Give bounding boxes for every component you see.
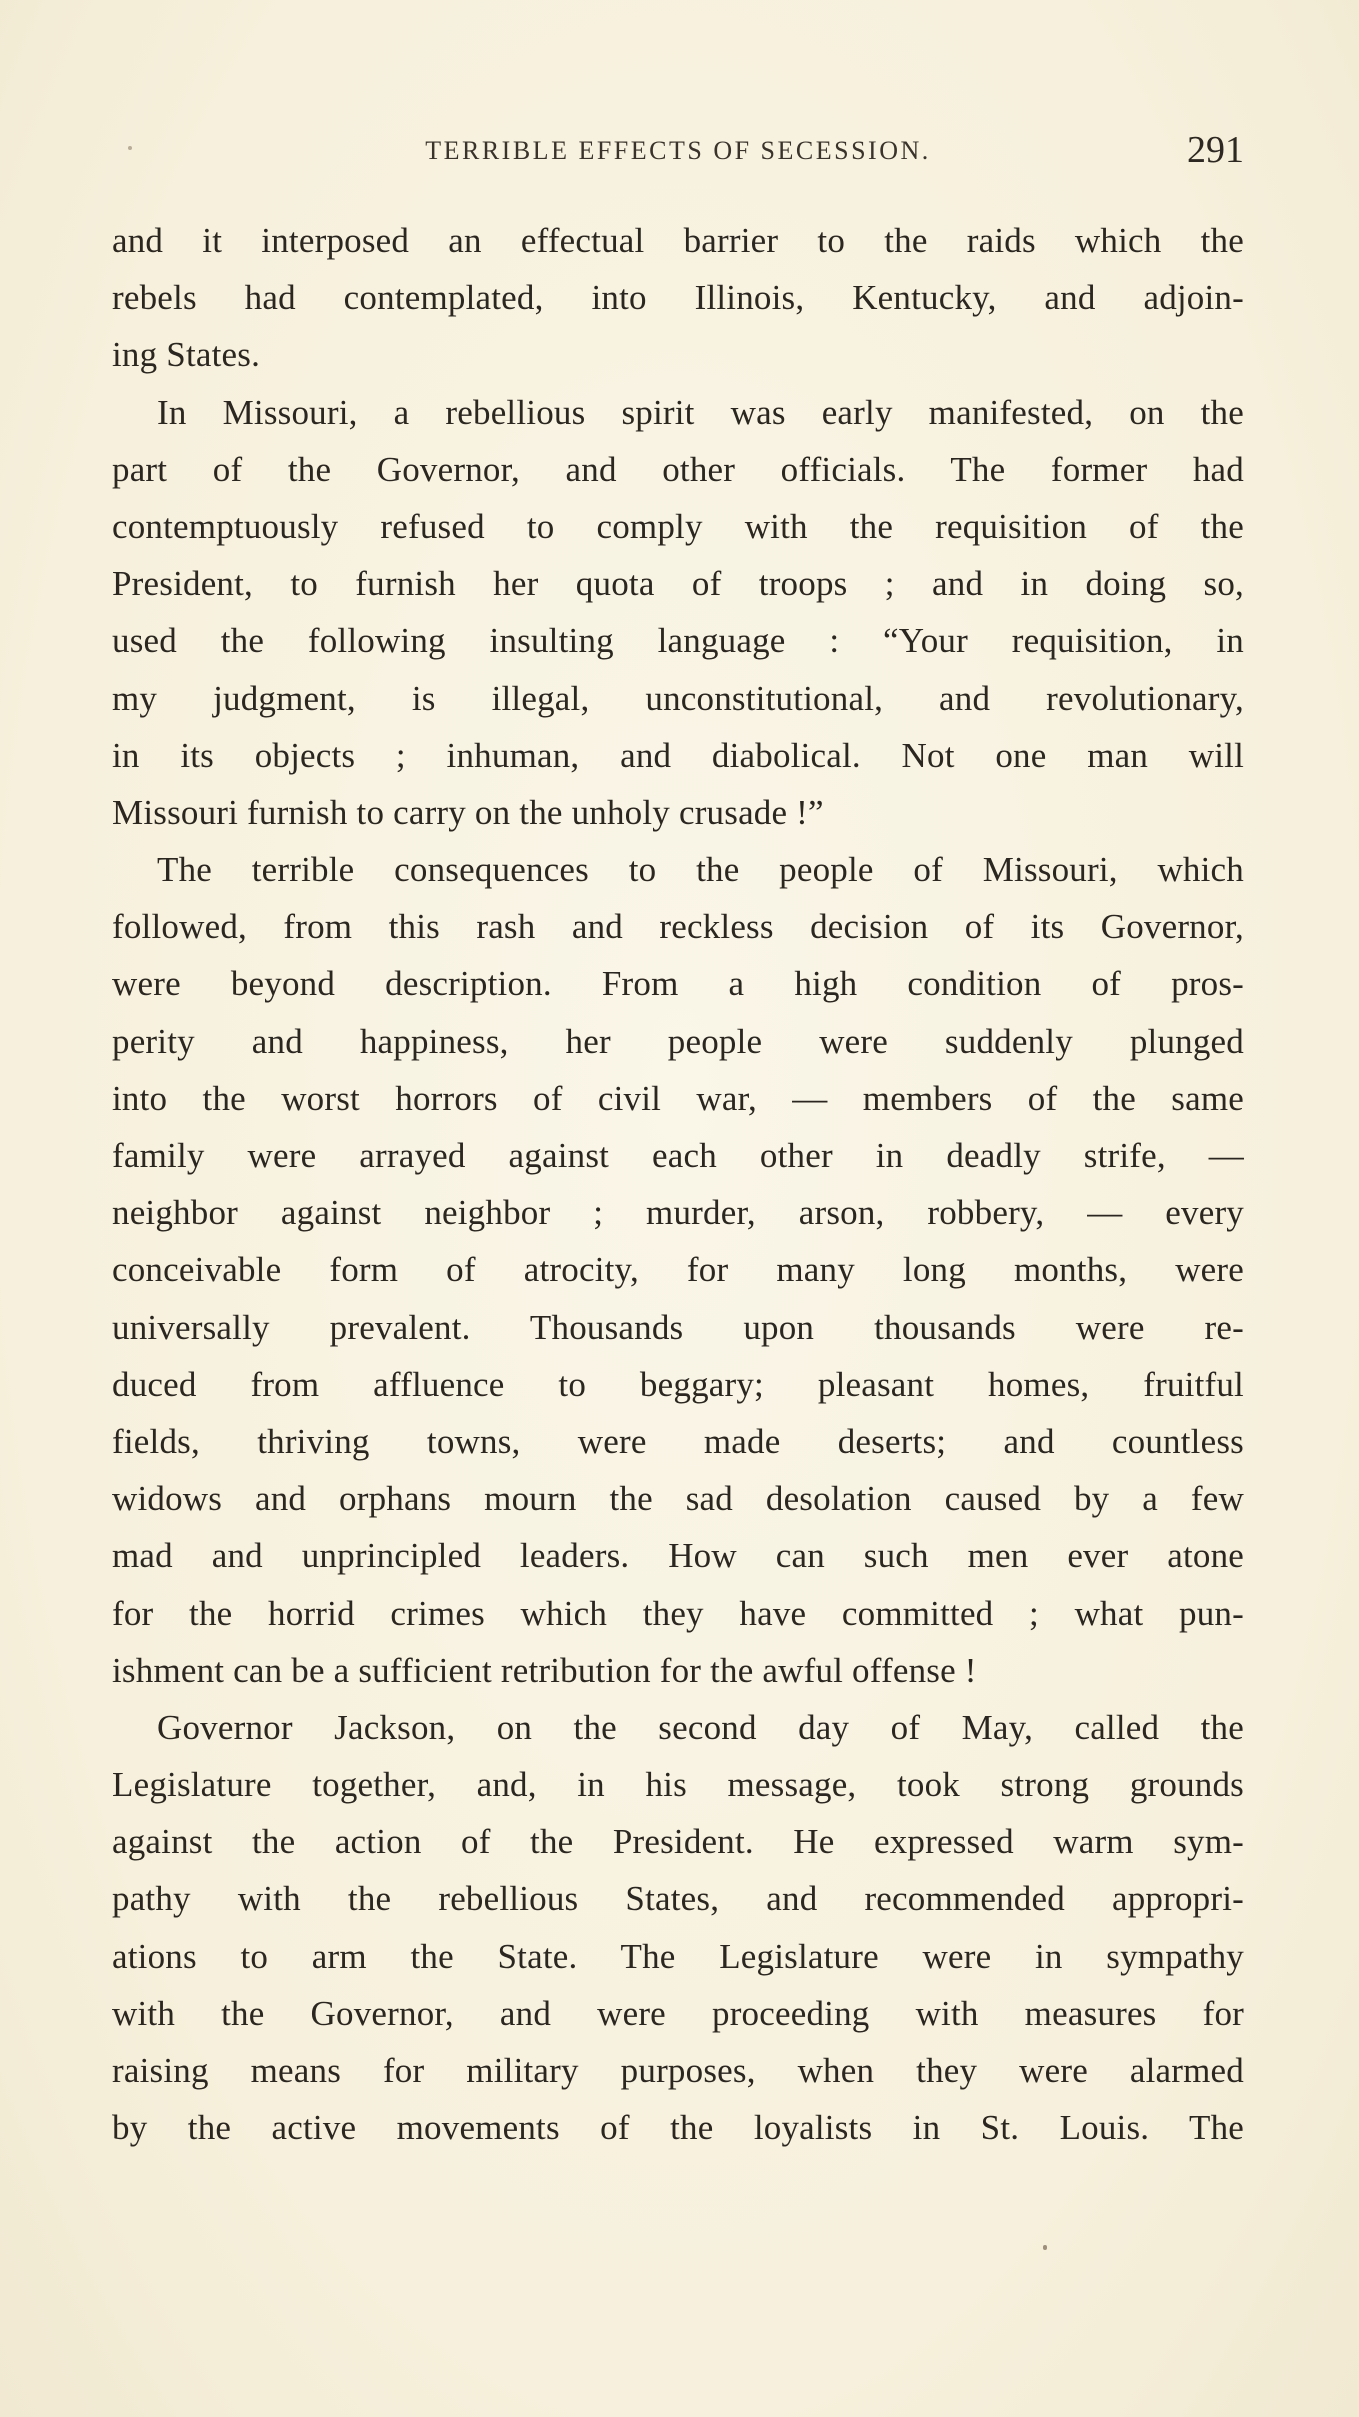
text-line: President, to furnish her quota of troops ; and in doing so, [112,564,1244,604]
text-line: ishment can be a sufficient retribution for the awful offense ! [112,1650,977,1690]
text-line: in its objects ; inhuman, and diabolical. Not one man will [112,735,1244,775]
text-line: against the action of the President. He expressed warm sym- [112,1822,1244,1862]
text-line: In Missouri, a rebellious spirit was early manifested, on the [157,392,1244,432]
text-line: raising means for military purposes, when they were alarmed [112,2051,1244,2090]
page-number: 291 [1187,129,1244,171]
text-line: Governor Jackson, on the second day of May, called the [157,1707,1244,1747]
text-line: neighbor against neighbor ; murder, arson, robbery, — every [112,1193,1244,1233]
text-line: contemptuously refused to comply with the requisition of the [112,506,1244,546]
text-line: for the horrid crimes which they have committed ; what pun- [112,1593,1244,1633]
text-line: fields, thriving towns, were made deserts; and countless [112,1421,1244,1461]
text-line: followed, from this rash and reckless decision of its Governor, [112,907,1244,947]
running-head: TERRIBLE EFFECTS OF SECESSION. [425,136,931,165]
text-line: Missouri furnish to carry on the unholy crusade !” [112,792,824,832]
body-text [112,212,1244,2156]
print-speck [1043,2245,1047,2250]
text-line: ations to arm the State. The Legislature were in sympathy [112,1936,1244,1976]
text-line: widows and orphans mourn the sad desolation caused by a few [112,1479,1244,1519]
text-line: rebels had contemplated, into Illinois, Kentucky, and adjoin- [112,278,1244,318]
text-line: ing States. [112,335,261,375]
text-line: with the Governor, and were proceeding with measures for [112,1993,1244,2033]
text-line: perity and happiness, her people were suddenly plunged [112,1021,1244,1061]
text-line: were beyond description. From a high condition of pros- [112,964,1244,1004]
text-line: The terrible consequences to the people of Missouri, which [157,850,1244,890]
text-line: pathy with the rebellious States, and recommended appropri- [112,1879,1244,1919]
text-line: into the worst horrors of civil war, — members of the same [112,1078,1244,1118]
text-line: used the following insulting language : “Your requisition, in [112,621,1244,661]
text-line: Legislature together, and, in his message, took strong grounds [112,1765,1244,1805]
page-header [112,128,1244,172]
text-line: conceivable form of atrocity, for many long months, were [112,1250,1244,1290]
text-line: duced from affluence to beggary; pleasant homes, fruitful [112,1364,1244,1404]
text-line: part of the Governor, and other officials. The former had [112,449,1244,489]
text-line: by the active movements of the loyalists in St. Louis. The [112,2108,1244,2148]
text-line: universally prevalent. Thousands upon thousands were re- [112,1307,1244,1347]
text-line: mad and unprincipled leaders. How can such men ever atone [112,1536,1244,1576]
text-line: my judgment, is illegal, unconstitutional, and revolutionary, [112,678,1244,718]
text-line: and it interposed an effectual barrier to the raids which the [112,221,1244,260]
text-line: family were arrayed against each other in deadly strife, — [112,1136,1244,1175]
